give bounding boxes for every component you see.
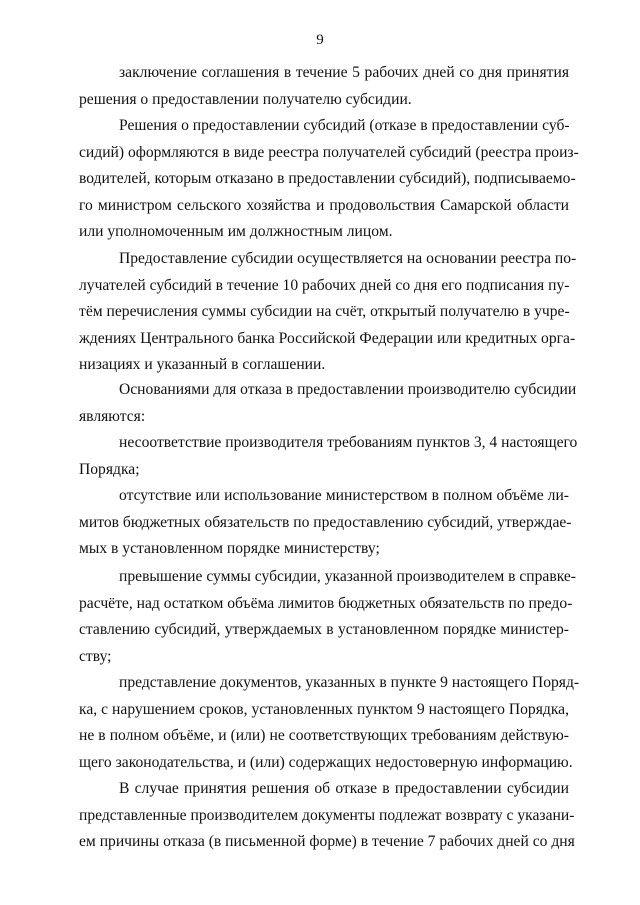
text-line: представленные производителем документы подлежат возврату с указани- <box>79 806 575 824</box>
paragraph-1 <box>79 60 569 113</box>
text-line: заключение соглашения в течение 5 рабочих дней со дня принятия <box>119 64 569 81</box>
text-line: превышение суммы субсидии, указанной производителем в справке- <box>119 568 576 585</box>
text-line: ем причины отказа (в письменной форме) в течение 7 рабочих дней со дня <box>79 833 575 850</box>
text-line: лучателей субсидий в течение 10 рабочих дней со дня его подписания пу- <box>79 276 570 294</box>
text-line: Решения о предоставлении субсидий (отказе в предоставлении суб- <box>119 117 570 134</box>
text-line: мых в установленном порядке министерству; <box>79 540 380 557</box>
paragraph-5 <box>79 430 578 483</box>
text-line: ставлению субсидий, утверждаемых в установленном порядке министер- <box>79 621 569 638</box>
paragraph-8 <box>79 670 580 776</box>
text-line: щего законодательства, и (или) содержащих недостоверную информацию. <box>79 753 573 771</box>
text-line: водителей, которым отказано в предоставлении субсидий), подписываемо- <box>79 170 576 187</box>
text-line: представление документов, указанных в пункте 9 настоящего Поряд- <box>119 674 580 691</box>
text-line: го министром сельского хозяйства и продовольствия Самарской области <box>79 196 569 214</box>
text-line: митов бюджетных обязательств по предоставлению субсидий, утверждае- <box>79 513 572 531</box>
paragraph-7 <box>79 564 576 670</box>
text-line: не в полном объёме, и (или) не соответствующих требованиям действую- <box>79 727 569 744</box>
text-line: решения о предоставлении получателю субсидии. <box>79 90 412 108</box>
text-line: являются: <box>79 407 146 425</box>
text-line: Порядка; <box>79 460 140 478</box>
text-line: ству; <box>79 647 112 665</box>
text-line: несоответствие производителя требованиям пунктов 3, 4 настоящего <box>119 434 578 451</box>
text-line: ка, с нарушением сроков, установленных пунктом 9 настоящего Порядка, <box>79 700 569 718</box>
text-line: Основаниями для отказа в предоставлении производителю субсидии <box>119 381 577 398</box>
paragraph-6 <box>79 483 572 563</box>
paragraph-3 <box>79 246 577 379</box>
paragraph-4 <box>79 377 577 430</box>
page-number: 9 <box>316 32 324 48</box>
text-line: расчёте, над остатком объёма лимитов бюджетных обязательств по предо- <box>79 594 573 612</box>
text-line: низациях и указанный в соглашении. <box>79 356 326 373</box>
paragraph-9 <box>79 776 575 856</box>
text-line: сидий) оформляются в виде реестра получателей субсидий (реестра произ- <box>79 143 579 161</box>
text-line: В случае принятия решения об отказе в предоставлении субсидии <box>119 780 569 797</box>
text-line: или уполномоченным им должностным лицом. <box>79 223 393 240</box>
text-line: тём перечисления суммы субсидии на счёт, открытый получателю в учре- <box>79 303 570 320</box>
paragraph-2 <box>79 113 579 246</box>
text-line: ждениях Центрального банка Российской Федерации или кредитных орга- <box>79 329 576 347</box>
text-line: отсутствие или использование министерством в полном объёме ли- <box>119 487 569 504</box>
text-line: Предоставление субсидии осуществляется на основании реестра по- <box>119 250 577 267</box>
